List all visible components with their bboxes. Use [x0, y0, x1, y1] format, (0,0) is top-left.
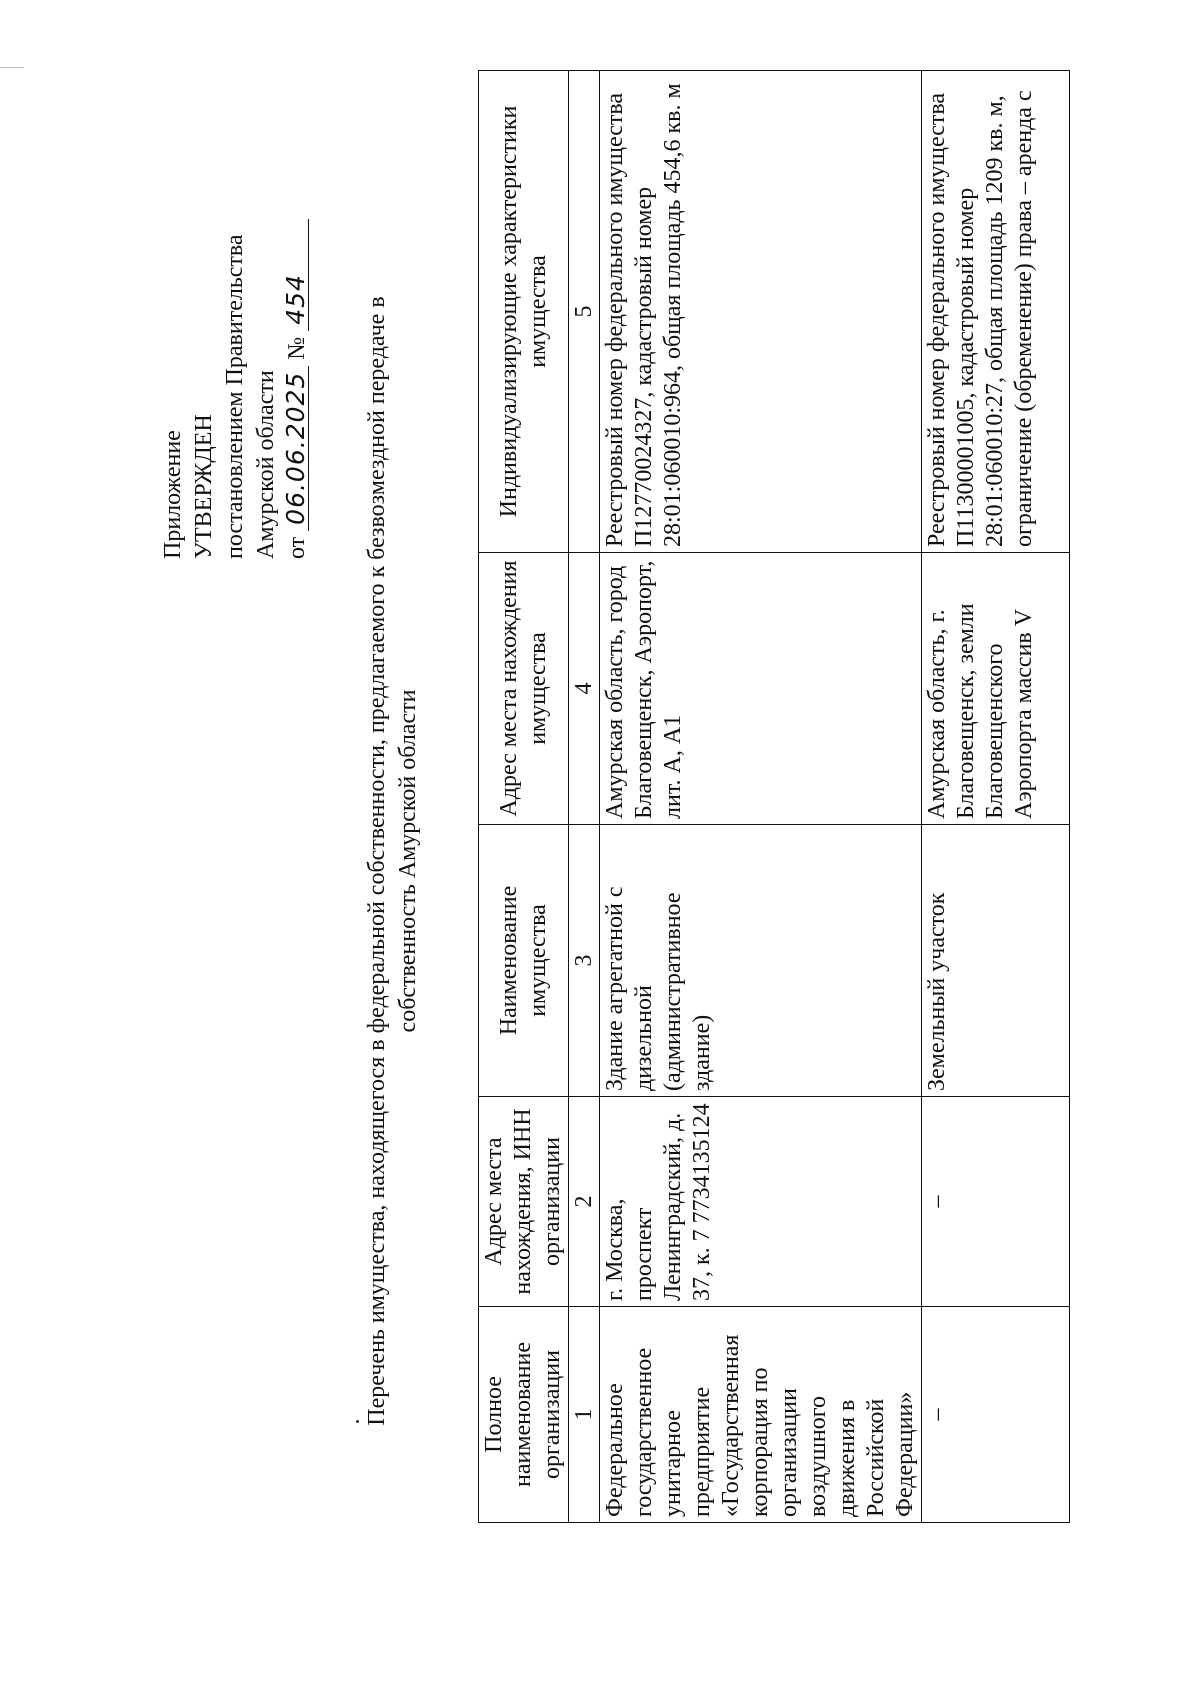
- property-table: [478, 70, 1070, 1523]
- scan-mark: [0, 67, 24, 68]
- organization-address-cell: г. Москва, проспект Ленинградский, д. 37, к. 7 7734135124: [600, 1097, 922, 1307]
- date-prefix: от: [284, 536, 310, 559]
- property-characteristics-cell: Реестровый номер федерального имущества П12770024327, кадастровый номер 28:01:060010:964, общая площадь 454,6 кв. м: [600, 71, 922, 553]
- approved-label: УТВЕРЖДЕН: [191, 414, 217, 559]
- header-organization-name: Полное наименование организации: [479, 1307, 569, 1523]
- header-property-name: Наименование имущества: [479, 825, 569, 1097]
- property-characteristics-cell: Реестровый номер федерального имущества П11300001005, кадастровый номер 28:01:060010:27, общая площадь 1209 кв. м, ограничение (обременение) права – аренда с: [922, 71, 1070, 553]
- table-row: [600, 71, 922, 1523]
- organization-address-cell: –: [922, 1097, 1070, 1307]
- appendix-label: Приложение: [160, 430, 186, 559]
- column-number: 2: [569, 1097, 600, 1307]
- organization-name-cell: –: [922, 1307, 1070, 1523]
- property-name-cell: Здание агрегатной с дизельной (административное здание): [600, 825, 922, 1097]
- column-number: 5: [569, 71, 600, 553]
- resolution-label: постановлением Правительства: [222, 234, 248, 559]
- header-organization-address: Адрес места нахождения, ИНН организации: [479, 1097, 569, 1307]
- header-property-address: Адрес места нахождения имущества: [479, 553, 569, 825]
- region-label: Амурской области: [253, 370, 279, 559]
- table-column-numbers: [569, 71, 600, 1523]
- column-number: 4: [569, 553, 600, 825]
- table-row: [922, 71, 1070, 1523]
- property-address-cell: Амурская область, город Благовещенск, Аэропорт, лит. А, А1: [600, 553, 922, 825]
- column-number: 1: [569, 1307, 600, 1523]
- property-address-cell: Амурская область, г. Благовещенск, земли Благовещенского Аэропорта массив V: [922, 553, 1070, 825]
- number-label: №: [284, 336, 310, 360]
- table-header-row: [479, 71, 569, 1523]
- handwritten-number: 454: [284, 219, 309, 331]
- appendix-approval-block: [158, 39, 313, 559]
- date-number-line: [282, 39, 313, 559]
- scan-dot: [356, 1420, 359, 1423]
- organization-name-cell: Федеральное государственное унитарное предприятие «Государственная корпорация по организации воздушного движения в Российской Федерации»: [600, 1307, 922, 1523]
- property-name-cell: Земельный участок: [922, 825, 1070, 1097]
- column-number: 3: [569, 825, 600, 1097]
- document-title: Перечень имущества, находящегося в федеральной собственности, предлагаемого к безвозмездной передаче в собственность Амурской области: [364, 296, 421, 1426]
- handwritten-date: 06.06.2025: [284, 366, 309, 531]
- header-property-characteristics: Индивидуализирующие характеристики имущества: [479, 71, 569, 553]
